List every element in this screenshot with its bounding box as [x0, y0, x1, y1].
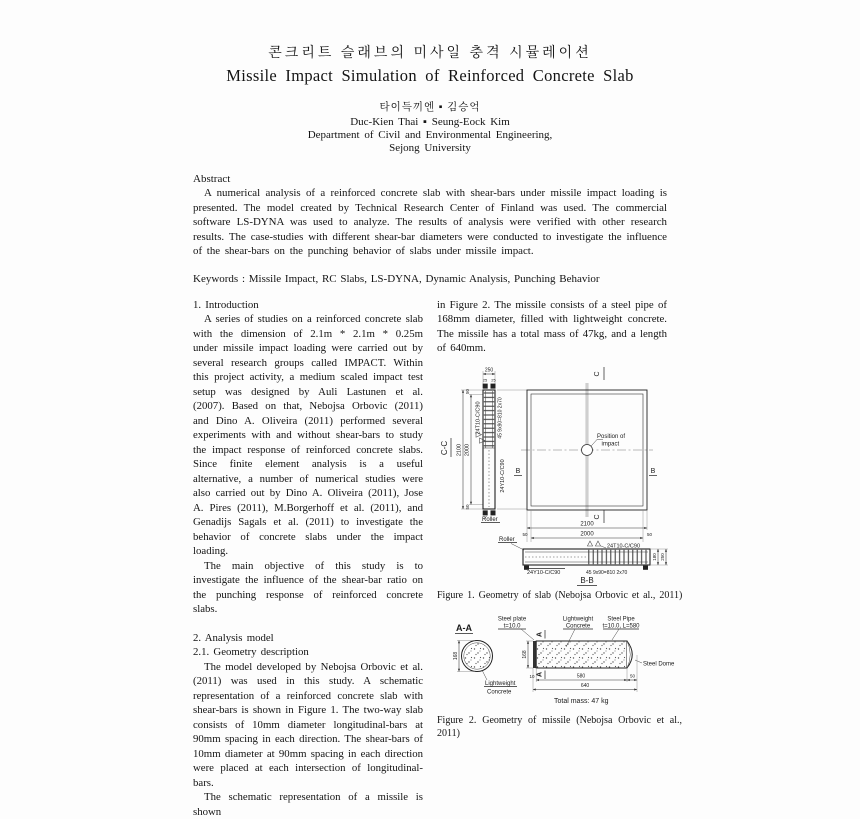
position-of-impact-line1: Position of: [597, 433, 626, 440]
dim-168-circle: 168: [453, 652, 459, 661]
label-24t10-bb: 24T10-C/C90: [607, 543, 641, 550]
section-label-cc: C-C: [440, 440, 449, 456]
section-heading-analysis-model: 2. Analysis model: [193, 631, 274, 644]
dim-50-bottom-right: 50: [646, 531, 653, 537]
figure2-caption: Figure 2. Geometry of missile (Nebojsa Orbovic et al., 2011): [437, 715, 682, 739]
lightweight-concrete-label-line1: Lightweight: [562, 616, 594, 623]
total-mass-label: Total mass: 47 kg: [554, 698, 609, 706]
missile-paragraph: in Figure 2. The missile consists of a steel pipe of 168mm diameter, filled with lightweight concrete. The missile has a total mass of 47kg, and a length of 640mm.: [437, 298, 667, 355]
geometry-paragraph-1: The model developed by Nebojsa Orbovic et al. (2011) was used in this study. A schematic representation of a reinforced concrete slab with shear-bars is shown in Figure 1. The two-way slab consists of 10mm diameter longitudinal-bars at 90mm spacing in each direction. The shear-bars of 10mm diameter at 90mm spacing in each direction were placed at each intersection of longitudinal-bars.: [193, 660, 423, 789]
dim-2100-left: 2100: [456, 443, 463, 457]
dim-10: 10: [529, 674, 535, 680]
right-column: [437, 298, 683, 741]
label-24t10-cc: 24T10-C/C90: [475, 401, 482, 435]
dim-580: 580: [576, 673, 586, 680]
figure2-missile-geometry: [437, 611, 682, 707]
steel-pipe-label-line1: Steel Pipe: [607, 616, 635, 623]
dim-250-top: 250: [484, 367, 494, 374]
marker-a-bottom: A: [536, 672, 544, 678]
paper-page: [193, 42, 683, 819]
dim-2000-bottom: 2000: [580, 531, 594, 538]
steel-dome-label: Steel Dome: [643, 661, 675, 668]
label-24y10-cc: 24Y10-C/C90: [500, 459, 506, 493]
marker-a-top: A: [536, 632, 544, 638]
steel-pipe-label-line2: t=10.0, L=580: [602, 623, 640, 630]
section-label-bb: B-B: [580, 575, 594, 585]
authors-korean: 타이득끼엔 ▪ 김승억: [379, 102, 481, 113]
figure1-caption: Figure 1. Geometry of slab (Nebojsa Orbovic et al., 2011): [437, 589, 683, 601]
section-heading-geometry: 2.1. Geometry description: [193, 646, 309, 659]
steel-plate-label-line1: Steel plate: [497, 616, 527, 623]
marker-b-left: B: [515, 467, 521, 475]
dim-25-right: 25: [491, 377, 496, 383]
dim-2000-left: 2000: [464, 443, 471, 457]
dim-168-side: 168: [522, 650, 528, 660]
intro-paragraph-1: A series of studies on a reinforced concrete slab with the dimension of 2.1m * 2.1m * 0.25m under missile impact loading were carried out by several research groups called IMPACT. Within this project activity, a medium scaled impact test setup was designed by Auli Lastunen et al. (2007). Based on that, Nebojsa Orbovic (2011) and Dino A. Oliveira (2011) performed several experiments with and without shear-bars to study the impact response of reinforced concrete slabs. Since finite element analysis is a useful alternative, a number of numerical studies were also carried out by Dino A. Oliveira (2011), Jose A. Pires (2011), M.Borgerhoff et al. (2011), and Genadijs Sagals et al. (2011) to investigate the behavior of concrete slabs under the impact loading.: [193, 313, 423, 558]
position-of-impact-line2: impact: [601, 441, 620, 448]
dim-640: 640: [580, 683, 590, 690]
marker-c-bottom: C: [594, 514, 601, 520]
figure1-slab-geometry: [437, 360, 682, 590]
paper-title-english: Missile Impact Simulation of Reinforced Concrete Slab: [226, 66, 634, 85]
steel-plate-label-line2: t=10.0: [503, 623, 521, 630]
dim-250-right: 250: [660, 553, 665, 561]
label-24y10-bb: 24Y10-C/C90: [527, 569, 561, 576]
label-spacing-cc: 45 9x90=810 2x70: [497, 397, 504, 439]
roller-label-cc: Roller: [482, 516, 498, 523]
affiliation-department: Department of Civil and Environmental Engineering,: [307, 129, 553, 141]
section-heading-introduction: 1. Introduction: [193, 298, 259, 311]
paper-title-korean: 콘크리트 슬래브의 미사일 충격 시뮬레이션: [268, 46, 592, 61]
marker-c-top: C: [594, 371, 601, 377]
geometry-paragraph-2: The schematic representation of a missile is shown: [193, 791, 423, 818]
abstract-heading: Abstract: [193, 173, 231, 185]
section-label-aa: A-A: [456, 623, 472, 634]
intro-paragraph-2: The main objective of this study is to investigate the influence of the shear-bar ratio on the punching response of reinforced concrete slabs.: [193, 559, 423, 616]
dim-25-left: 25: [482, 377, 488, 383]
dim-2100-bottom: 2100: [580, 521, 594, 528]
lightweight-concrete-circle-line2: Concrete: [487, 689, 512, 696]
authors-english: Duc-Kien Thai ▪ Seung-Eock Kim: [350, 116, 510, 128]
dim-50-bottom-left: 50: [522, 531, 528, 537]
dim-180: 180: [652, 553, 657, 561]
lightweight-concrete-circle-line1: Lightweight: [485, 681, 516, 688]
dim-50-dome: 50: [629, 673, 636, 679]
lightweight-concrete-label-line2: Concrete: [565, 623, 591, 630]
abstract-body: A numerical analysis of a reinforced concrete slab with shear-bars under missile impact loading is presented. The model created by Technical Research Center of Finland was used. The commercial software LS-DYNA was used to analyze. The results of analysis were verified with other research results. The case-studies with different shear-bar diameters were conducted to investigate the influence of the shear-bars on the punching behavior of slabs under missile impact.: [193, 187, 667, 258]
marker-b-right: B: [650, 467, 656, 475]
affiliation-university: Sejong University: [389, 142, 471, 154]
dim-50-top: 50: [465, 388, 470, 394]
two-column-body: [193, 298, 683, 819]
roller-label-bb: Roller: [499, 536, 515, 543]
dim-50-bottom: 50: [465, 504, 470, 510]
label-spacing-bb: 45 9x90=810 2x70: [586, 569, 628, 576]
left-column: [193, 298, 423, 819]
keywords-line: Keywords : Missile Impact, RC Slabs, LS-DYNA, Dynamic Analysis, Punching Behavior: [193, 272, 600, 285]
